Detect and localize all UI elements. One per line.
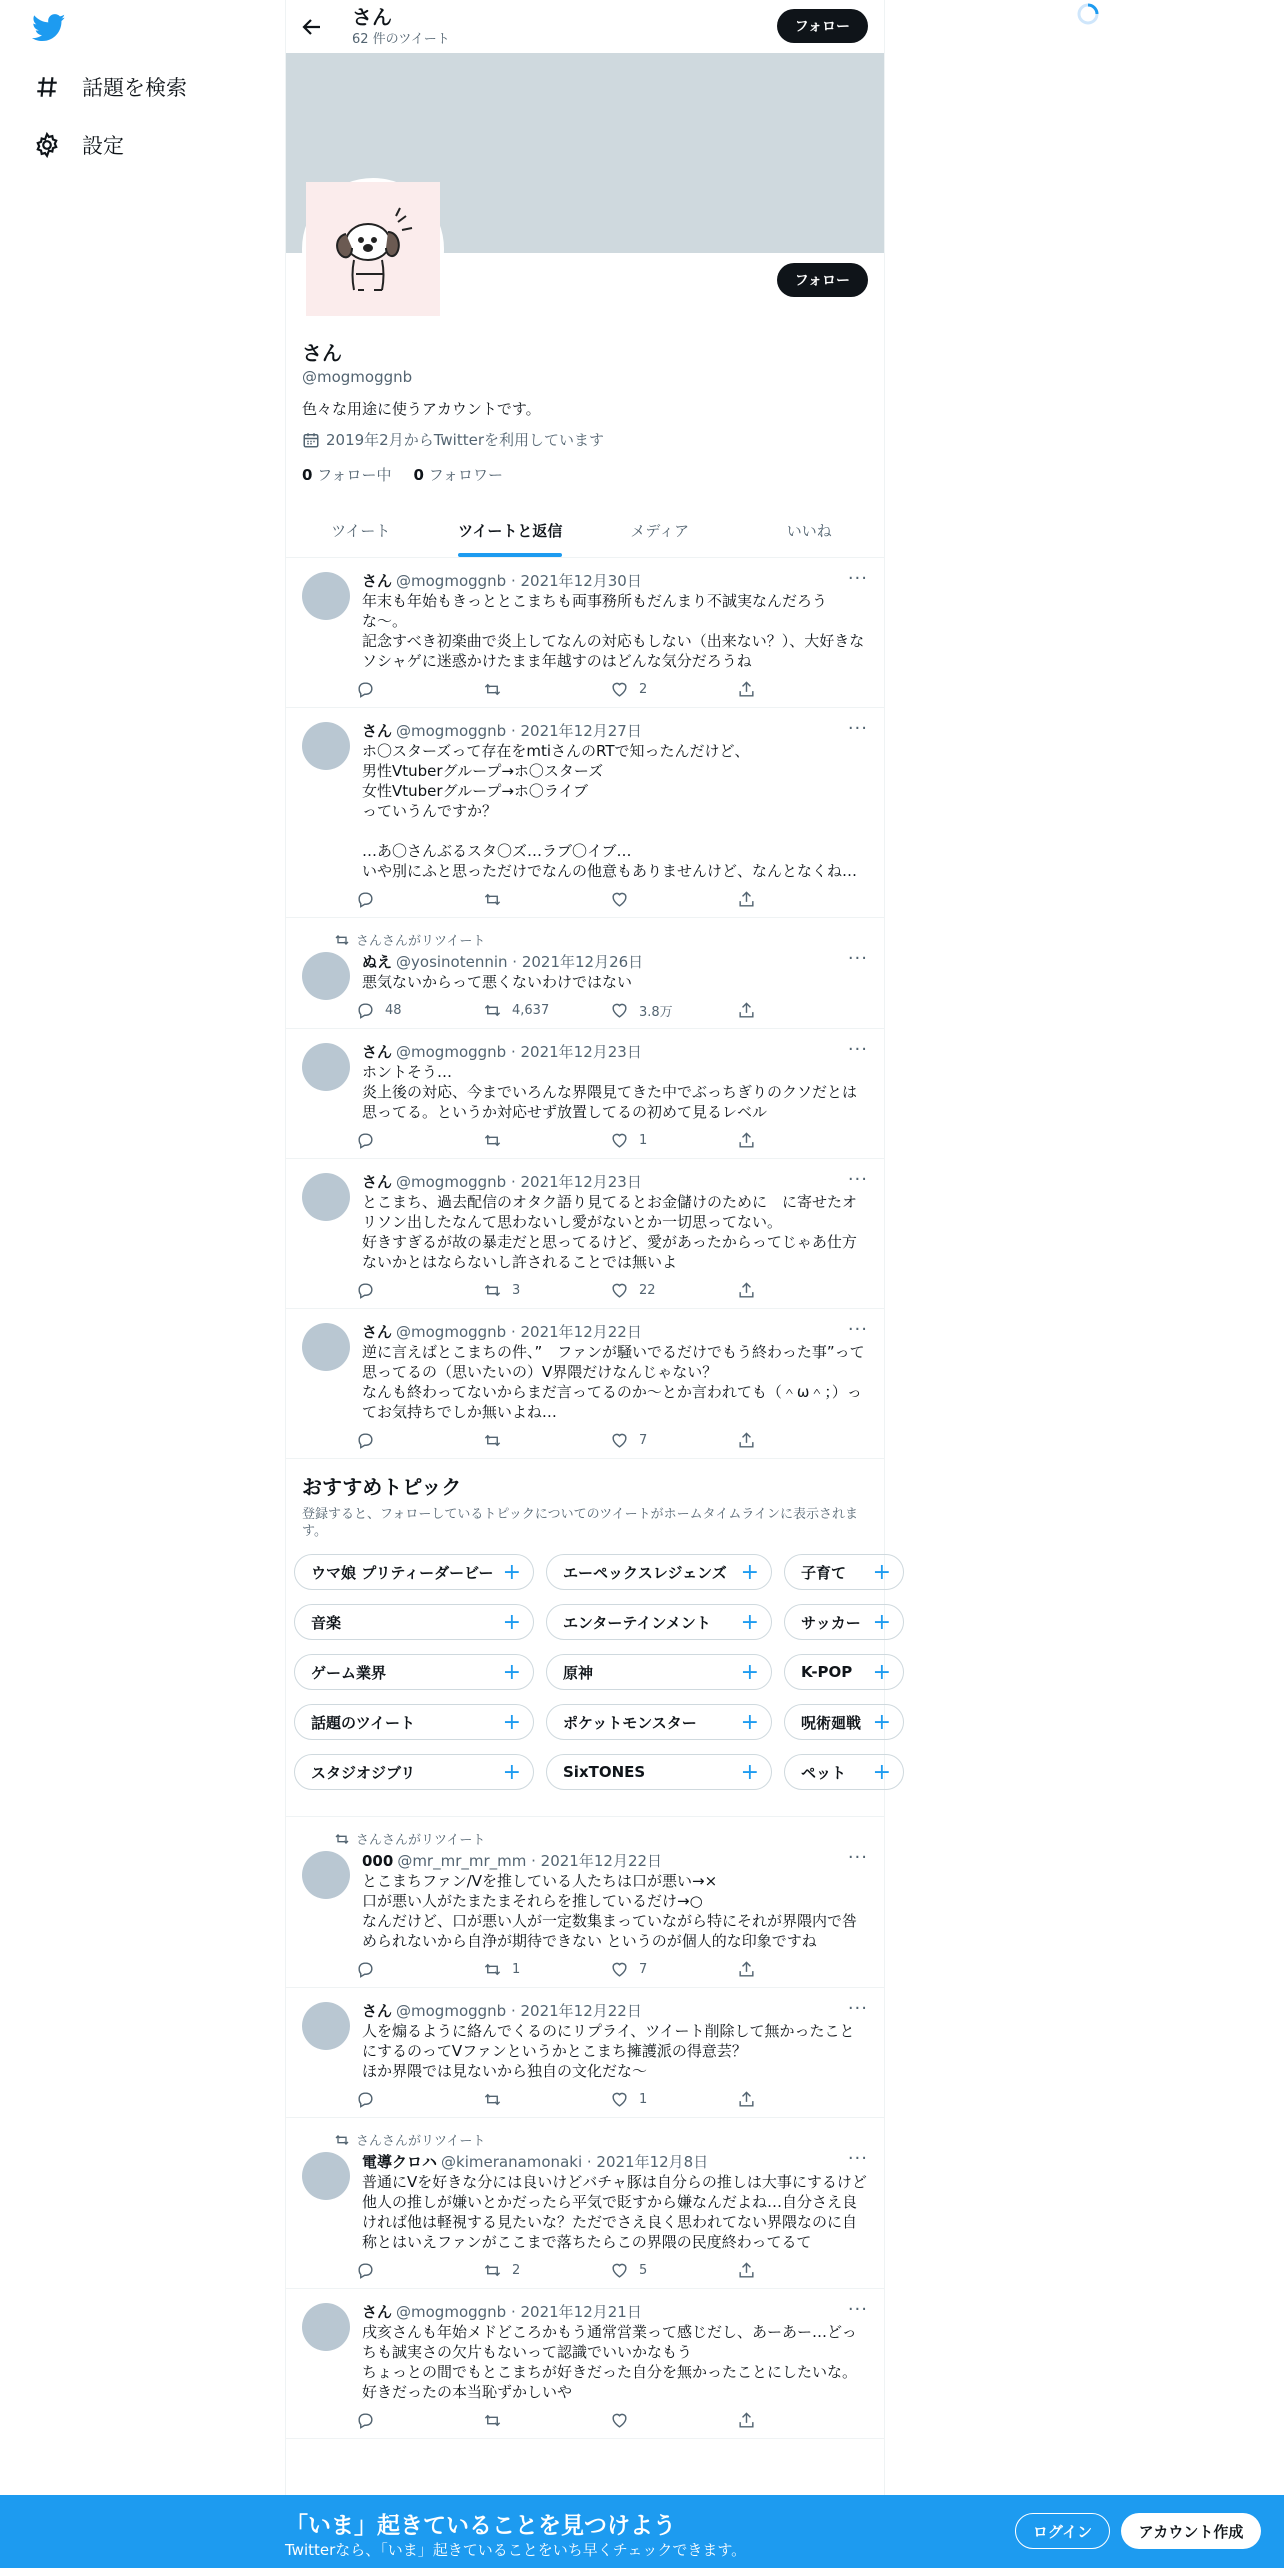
more-icon[interactable]: ··· [847,1319,868,1340]
like-button[interactable] [610,1131,737,1150]
signup-banner [0,2495,1284,2568]
tweet[interactable] [286,1817,884,1988]
retweet-icon [483,1281,502,1300]
retweet-label [334,2130,868,2149]
tweet-author-name[interactable]: さん [362,1043,393,1061]
tweet-actions [356,2252,793,2288]
calendar-icon [302,431,320,449]
topic-chip[interactable] [546,1604,772,1640]
tweet-actions [356,1422,793,1458]
like-button[interactable] [610,2411,737,2430]
profile-joined [302,429,868,450]
retweet-count: 3 [512,1282,521,1298]
plus-icon: + [872,1709,891,1735]
retweet-button[interactable] [483,680,610,699]
retweet-icon [483,1960,502,1979]
plus-icon: + [502,1559,521,1585]
topic-chip[interactable] [546,1654,772,1690]
topic-row [286,1554,891,1590]
loading-spinner-icon [1076,2,1100,26]
profile-avatar[interactable] [302,178,444,320]
share-icon [737,1431,756,1450]
tweet[interactable] [286,2118,884,2289]
profile-joined-text: 2019年2月からTwitterを利用しています [326,431,604,449]
tweet-actions [356,992,793,1028]
topic-chip[interactable] [784,1554,904,1590]
heart-icon [610,1131,629,1150]
nav-explore[interactable] [34,72,187,102]
topic-label: 音楽 [311,1613,342,1632]
like-count: 7 [639,1961,648,1977]
tweet-author-name[interactable]: さん [362,1323,393,1341]
retweeter-text: さんさんがリツイート [356,934,486,949]
retweet-button[interactable] [483,2411,610,2430]
topic-row [286,1704,891,1740]
twitter-logo-icon[interactable] [32,14,66,42]
heart-icon [610,2090,629,2109]
share-icon [737,680,756,699]
hashtag-icon [34,74,60,100]
like-button[interactable] [610,2261,737,2280]
tweet-avatar[interactable] [302,2303,350,2351]
profile-header [286,0,884,53]
share-icon [737,2411,756,2430]
more-icon[interactable]: ··· [847,948,868,969]
gear-icon [34,132,60,158]
header-title: さん [352,5,392,29]
tweet-actions [356,1272,793,1308]
profile-bio: 色々な用途に使うアカウントです。 [302,400,541,418]
plus-icon: + [502,1709,521,1735]
retweet-button[interactable] [483,2090,610,2109]
main-column [285,0,891,2568]
signup-banner-subtitle: Twitterなら、「いま」起きていることをいち早くチェックできます。 [285,2541,747,2559]
plus-icon: + [740,1759,759,1785]
retweet-icon [483,2090,502,2109]
tweet-avatar[interactable] [302,952,350,1000]
topic-chip[interactable] [784,1604,904,1640]
retweet-small-icon [334,932,350,948]
heart-icon [610,680,629,699]
retweet-button[interactable] [483,2261,610,2280]
like-button[interactable] [610,2090,737,2109]
tweet[interactable] [286,1159,884,1309]
topic-chip[interactable] [546,1704,772,1740]
like-button[interactable] [610,680,737,699]
reply-icon [356,890,375,909]
tweet[interactable] [286,918,884,1029]
plus-icon: + [740,1559,759,1585]
tweet-text: ホ〇スターズって存在をmtiさんのRTで知ったんだけど、 男性Vtuberグループ→ホ〇スターズ 女性Vtuberグループ→ホ〇ライブ っていうんですか？ …あ〇さんぶるスタ〇ズ…ラブ〇イブ… いや別にふと思っただけでなんの他意もありませんけど、なんとなくね… [362,742,858,880]
like-count: 3.8万 [639,1004,673,1020]
retweet-icon [483,2411,502,2430]
tab-tweets-and-replies[interactable]: ツイートと返信 [436,505,586,557]
more-icon[interactable]: ··· [847,1039,868,1060]
plus-icon: + [872,1659,891,1685]
retweet-icon [483,680,502,699]
tweet-author-name[interactable]: 000 [362,1851,394,1870]
topic-chip[interactable] [294,1554,534,1590]
reply-icon [356,1431,375,1450]
topic-label: 話題のツイート [311,1713,415,1732]
profile-name: さん [302,341,342,365]
topic-row [286,1754,891,1790]
plus-icon: + [872,1759,891,1785]
header-follow-button[interactable]: フォロー [777,9,868,43]
like-count: 5 [639,2262,648,2278]
tweet-author-name[interactable]: 電導クロハ [362,2153,438,2171]
like-count: 22 [639,1282,656,1298]
retweet-button[interactable] [483,1131,610,1150]
tweet[interactable] [286,558,884,708]
retweet-button[interactable] [483,1281,610,1300]
tweet-actions [356,2081,793,2117]
retweet-button[interactable] [483,1431,610,1450]
plus-icon: + [740,1609,759,1635]
reply-icon [356,2411,375,2430]
tweet[interactable] [286,708,884,918]
reply-button[interactable] [356,1431,483,1450]
tab-likes[interactable]: いいね [786,522,832,540]
tab-media[interactable]: メディア [630,522,690,540]
more-icon[interactable]: ··· [847,1169,868,1190]
plus-icon: + [740,1709,759,1735]
retweet-icon [483,1131,502,1150]
like-button[interactable] [610,1001,737,1020]
reply-button[interactable] [356,2090,483,2109]
topic-chip[interactable] [546,1754,772,1790]
retweet-label [334,930,868,949]
share-button[interactable] [737,1960,777,1979]
tweet-avatar[interactable] [302,2152,350,2200]
topic-label: 呪術廻戦 [801,1713,862,1732]
tweet-meta[interactable]: @mr_mr_mr_mm · 2021年12月22日 [397,1852,663,1870]
plus-icon: + [502,1609,521,1635]
share-button[interactable] [737,890,777,909]
retweet-icon [483,890,502,909]
profile-stats [302,464,868,485]
topics-description: 登録すると、フォローしているトピックについてのツイートがホームタイムラインに表示されます。 [302,1507,859,1539]
topic-chip[interactable] [784,1754,904,1790]
tweet-meta[interactable]: @mogmoggnb · 2021年12月23日 [396,1043,642,1061]
topic-label: ゲーム業界 [311,1663,387,1682]
more-icon[interactable]: ··· [847,718,868,739]
tweet[interactable] [286,2289,884,2439]
retweeter-text: さんさんがリツイート [356,1833,486,1848]
reply-icon [356,1001,375,1020]
tweet-text: 普通にVを好きな分には良いけどバチャ豚は自分らの推しは大事にするけど他人の推しが嫌いとかだったら平気で貶すから嫌なんだよね…自分さえ良ければ他は軽視する見たいな？ただでさえ良く思われてない界隈なのに自称とはいえファンがここまで落ちたらこの界隈の民度終わってるて [362,2173,867,2251]
tweet-avatar[interactable] [302,1173,350,1221]
plus-icon: + [740,1659,759,1685]
share-icon [737,1001,756,1020]
tab-tweets[interactable]: ツイート [331,522,391,540]
recommended-topics [286,1459,891,1817]
share-icon [737,2090,756,2109]
reply-icon [356,1131,375,1150]
like-count: 2 [639,681,648,697]
share-button[interactable] [737,1431,777,1450]
tweet-avatar[interactable] [302,722,350,770]
tweet-text: 逆に言えばとこまちの件、” ファンが騒いでるだけでもう終わった事”って思ってるの（思いたいの）V界隈だけなんじゃない？ なんも終わってないからまだ言ってるのか〜とか言われても（＾ω＾；）ってお気持ちでしか無いよね… [362,1343,865,1421]
retweet-button[interactable] [483,1001,610,1020]
following-link[interactable]: 0 フォロー中 [302,466,392,484]
tweet[interactable] [286,1029,884,1159]
tweet-avatar[interactable] [302,572,350,620]
topic-label: K-POP [801,1663,853,1681]
reply-button[interactable] [356,680,483,699]
dog-drawing-avatar-icon [306,182,440,316]
tweet-text: 人を煽るように絡んでくるのにリプライ、ツイート削除して無かったことにするのってVファンというかとこまち擁護派の得意芸？ ほか界隈では見ないから独自の文化だな〜 [362,2022,855,2080]
topic-chip[interactable] [294,1704,534,1740]
retweet-count: 2 [512,2262,521,2278]
heart-icon [610,2411,629,2430]
share-button[interactable] [737,2261,777,2280]
tweet-text: ホントそう… 炎上後の対応、今までいろんな界隈見てきた中でぶっちぎりのクソだとは思ってる。というか対応せず放置してるの初めて見るレベル [362,1063,858,1121]
topic-chip[interactable] [294,1754,534,1790]
plus-icon: + [872,1609,891,1635]
tweet-actions [356,1122,793,1158]
tweet-list [286,558,884,1459]
more-icon[interactable]: ··· [847,2148,868,2169]
topic-label: ポケットモンスター [563,1713,697,1732]
share-button[interactable] [737,1001,777,1020]
heart-icon [610,1281,629,1300]
like-count: 1 [639,2091,648,2107]
topic-chip[interactable] [784,1704,904,1740]
reply-button[interactable] [356,1960,483,1979]
tweet-actions [356,671,793,707]
topic-chip[interactable] [294,1604,534,1640]
share-button[interactable] [737,1281,777,1300]
header-tweet-count: 62 件のツイート [352,32,450,47]
profile-tabs [286,505,884,558]
profile-handle: @mogmoggnb [302,368,413,386]
reply-button[interactable] [356,1131,483,1150]
retweet-count: 4,637 [512,1002,550,1018]
tweet-meta[interactable]: @mogmoggnb · 2021年12月23日 [396,1173,642,1191]
tweet-author-name[interactable]: さん [362,2002,393,2020]
share-button[interactable] [737,1131,777,1150]
topic-label: スタジオジブリ [311,1763,416,1782]
tweet-text: 戌亥さんも年始メドどころかもう通常営業って感じだし、あーあー…どっちも誠実さの欠片もないって認識でいいかなもう ちょっとの間でもとこまちが好きだった自分を無かったことにしたいな。好きだったの本当恥ずかしいや [362,2323,858,2401]
more-icon[interactable]: ··· [847,1998,868,2019]
retweet-icon [483,2261,502,2280]
tweet-list [286,1817,884,2439]
retweet-button[interactable] [483,890,610,909]
tweet-author-name[interactable]: さん [362,572,393,590]
reply-count: 48 [385,1002,402,1018]
heart-icon [610,2261,629,2280]
reply-button[interactable] [356,2261,483,2280]
tweet-avatar[interactable] [302,1851,350,1899]
plus-icon: + [872,1559,891,1585]
tweet-meta[interactable]: @mogmoggnb · 2021年12月30日 [396,572,642,590]
reply-icon [356,680,375,699]
plus-icon: + [502,1759,521,1785]
retweet-label [334,1829,868,1848]
heart-icon [610,1001,629,1020]
back-arrow-icon[interactable] [300,15,324,39]
topic-row [286,1654,891,1690]
topic-label: 原神 [563,1663,594,1682]
share-icon [737,1281,756,1300]
tweet-meta[interactable]: @mogmoggnb · 2021年12月27日 [396,722,642,740]
tweet[interactable] [286,1309,884,1459]
tweet-meta[interactable]: @mogmoggnb · 2021年12月22日 [396,1323,642,1341]
heart-icon [610,890,629,909]
share-icon [737,890,756,909]
tweet-text: 年末も年始もきっととこまちも両事務所もだんまり不誠実なんだろうな〜。 記念すべき初楽曲で炎上してなんの対応もしない（出来ない？）、大好きなソシャゲに迷惑かけたまま年越すのはどんな気分だろうね [362,592,865,670]
like-button[interactable] [610,1960,737,1979]
topic-label: 子育て [801,1563,847,1582]
followers-link[interactable]: 0 フォロワー [413,466,503,484]
more-icon[interactable]: ··· [847,2299,868,2320]
reply-icon [356,1281,375,1300]
reply-button[interactable] [356,2411,483,2430]
tweet-text: とこまち、過去配信のオタク語り見てるとお金儲けのために に寄せたオリソン出したなんて思わないし愛がないとか一切思ってない。 好きすぎるが故の暴走だと思ってるけど、愛があったからってじゃあ仕方ないかとはならないし許されることでは無いよ [362,1193,858,1271]
retweeter-text: さんさんがリツイート [356,2134,486,2149]
topic-chip[interactable] [546,1554,772,1590]
reply-button[interactable] [356,1001,483,1020]
retweet-icon [483,1001,502,1020]
more-icon[interactable]: ··· [847,568,868,589]
nav-settings[interactable] [34,130,124,160]
topic-label: ウマ娘 プリティーダービー [311,1563,494,1582]
reply-icon [356,2090,375,2109]
tweet-text: とこまちファン/Vを推している人たちは口が悪い→× 口が悪い人がたまたまそれらを推しているだけ→○ なんだけど、口が悪い人が一定数集まっていながら特にそれが界隈内で咎められないから自浄が期待できない というのが個人的な印象ですね [362,1872,858,1950]
retweet-button[interactable] [483,1960,610,1979]
share-button[interactable] [737,2090,777,2109]
tweet-avatar[interactable] [302,2002,350,2050]
share-icon [737,1131,756,1150]
like-button[interactable] [610,890,737,909]
tweet-meta[interactable]: @mogmoggnb · 2021年12月21日 [396,2303,642,2321]
reply-icon [356,2261,375,2280]
retweet-count: 1 [512,1961,521,1977]
tweet-meta[interactable]: @mogmoggnb · 2021年12月22日 [396,2002,642,2020]
topic-label: サッカー [801,1613,861,1632]
share-button[interactable] [737,680,777,699]
topic-chip[interactable] [294,1654,534,1690]
login-button[interactable]: ログイン [1015,2513,1110,2549]
tweet-actions [356,881,793,917]
reply-button[interactable] [356,890,483,909]
reply-button[interactable] [356,1281,483,1300]
like-count: 1 [639,1132,648,1148]
heart-icon [610,1960,629,1979]
tweet-author-name[interactable]: さん [362,2303,393,2321]
more-icon[interactable]: ··· [847,1847,868,1868]
retweet-small-icon [334,2132,350,2148]
topic-label: エーペックスレジェンズ [563,1563,727,1582]
reply-icon [356,1960,375,1979]
share-icon [737,1960,756,1979]
tweet-actions [356,2402,793,2438]
tweet-meta[interactable]: @yosinotennin · 2021年12月26日 [396,953,644,971]
nav-settings-label: 設定 [82,134,124,158]
topics-title: おすすめトピック [302,1475,462,1499]
tweet-author-name[interactable]: ぬえ [362,953,393,971]
profile-follow-button[interactable]: フォロー [777,263,868,297]
retweet-icon [483,1431,502,1450]
like-count: 7 [639,1432,648,1448]
tweet-meta[interactable]: @kimeranamonaki · 2021年12月8日 [441,2153,709,2171]
share-icon [737,2261,756,2280]
signup-button[interactable]: アカウント作成 [1121,2513,1261,2549]
tweet-avatar[interactable] [302,1043,350,1091]
topic-chip[interactable] [784,1654,904,1690]
topic-row [286,1604,891,1640]
topic-label: エンターテインメント [563,1613,711,1632]
topic-label: SixTONES [563,1763,646,1781]
tweet-author-name[interactable]: さん [362,722,393,740]
retweet-small-icon [334,1831,350,1847]
topic-label: ペット [801,1763,847,1782]
tweet-avatar[interactable] [302,1323,350,1371]
like-button[interactable] [610,1281,737,1300]
heart-icon [610,1431,629,1450]
nav-explore-label: 話題を検索 [82,76,187,100]
tweet-actions [356,1951,793,1987]
signup-banner-title: 「いま」起きていることを見つけよう [285,2513,676,2539]
tweet[interactable] [286,1988,884,2118]
tweet-author-name[interactable]: さん [362,1173,393,1191]
plus-icon: + [502,1659,521,1685]
share-button[interactable] [737,2411,777,2430]
like-button[interactable] [610,1431,737,1450]
tweet-text: 悪気ないからって悪くないわけではない [362,973,633,991]
